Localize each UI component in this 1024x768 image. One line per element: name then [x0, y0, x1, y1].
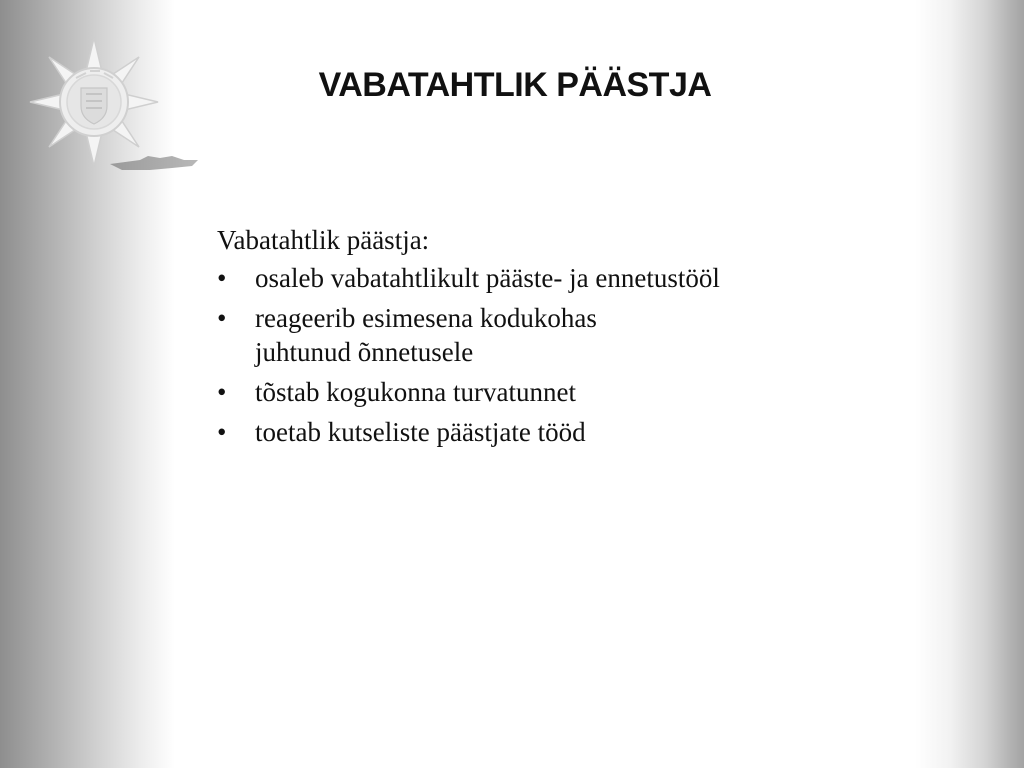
bullet-icon: • [217, 263, 227, 293]
list-item [217, 301, 877, 369]
slide-title: VABATAHTLIK PÄÄSTJA [318, 66, 712, 104]
bullet-text: toetab kutseliste päästjate tööd [255, 417, 586, 447]
list-item [217, 415, 877, 449]
bullet-text: reageerib esimesena kodukohas [255, 303, 597, 333]
bullet-text: tõstab kogukonna turvatunnet [255, 377, 576, 407]
bullet-icon: • [217, 303, 227, 333]
bullet-text: osaleb vabatahtlikult pääste- ja ennetustööl [255, 263, 720, 293]
rescue-emblem-icon [22, 36, 202, 178]
list-item [217, 375, 877, 409]
bullet-text-continuation: juhtunud õnnetusele [255, 337, 474, 367]
bullet-icon: • [217, 377, 227, 407]
intro-text: Vabatahtlik päästja: [217, 225, 430, 255]
bullet-icon: • [217, 417, 227, 447]
bullet-list [217, 261, 877, 449]
list-item [217, 261, 877, 295]
slide-content [217, 223, 877, 455]
